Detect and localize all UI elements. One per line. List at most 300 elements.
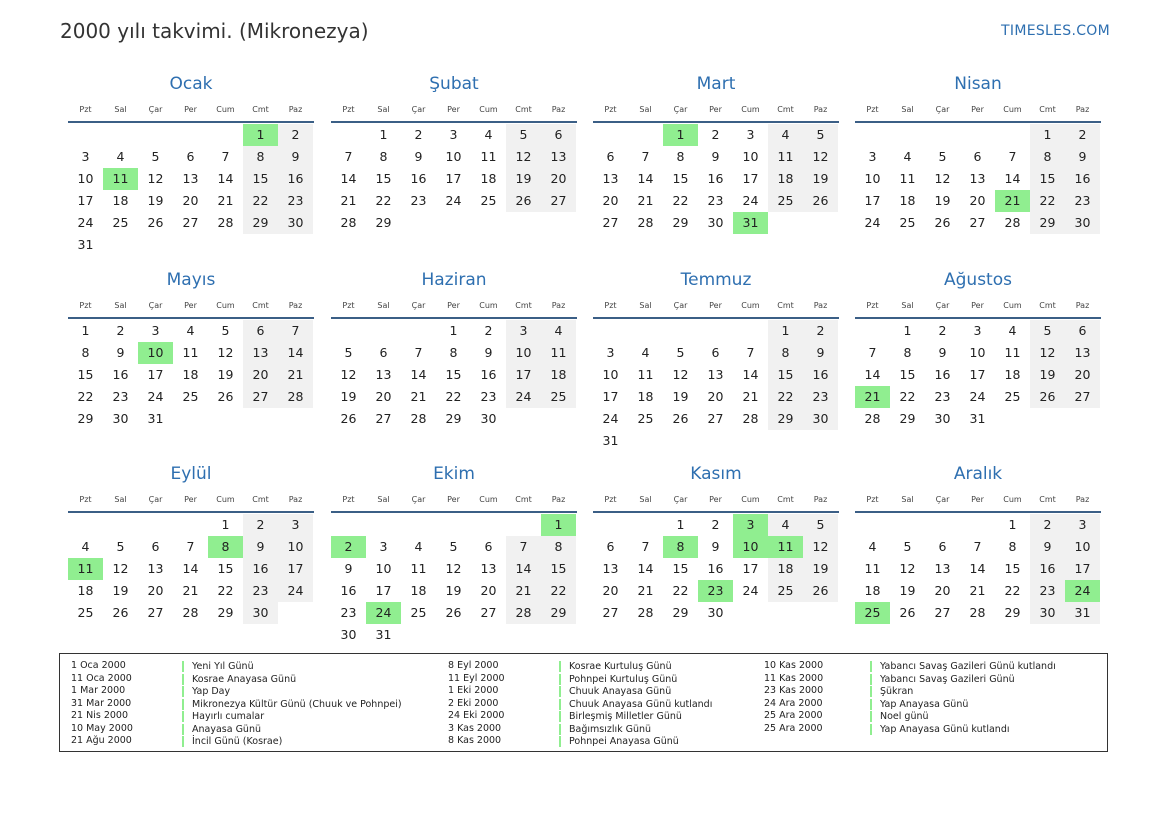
day-cell[interactable]: 14 <box>864 367 881 382</box>
day-cell[interactable]: 22 <box>672 583 689 598</box>
holiday-cell[interactable]: 25 <box>855 602 890 624</box>
day-cell[interactable]: 14 <box>506 558 541 580</box>
day-cell[interactable]: 7 <box>641 539 650 554</box>
day-cell[interactable]: 4 <box>484 127 493 142</box>
day-cell[interactable]: 15 <box>375 171 392 186</box>
day-cell[interactable]: 28 <box>637 215 654 230</box>
day-cell[interactable]: 30 <box>803 408 838 430</box>
holiday-cell[interactable]: 10 <box>733 536 768 558</box>
day-cell[interactable]: 29 <box>77 411 94 426</box>
day-cell[interactable]: 15 <box>1030 168 1065 190</box>
day-cell[interactable]: 15 <box>672 561 689 576</box>
day-cell[interactable]: 26 <box>803 580 838 602</box>
day-cell[interactable]: 29 <box>375 215 392 230</box>
day-cell[interactable]: 28 <box>340 215 357 230</box>
holiday-cell[interactable]: 31 <box>733 212 768 234</box>
day-cell[interactable]: 10 <box>602 367 619 382</box>
day-cell[interactable]: 2 <box>1065 124 1100 146</box>
day-cell[interactable]: 20 <box>541 168 576 190</box>
day-cell[interactable]: 6 <box>973 149 982 164</box>
day-cell[interactable]: 19 <box>934 193 951 208</box>
day-cell[interactable]: 29 <box>243 212 278 234</box>
day-cell[interactable]: 9 <box>711 539 720 554</box>
day-cell[interactable]: 18 <box>77 583 94 598</box>
day-cell[interactable]: 18 <box>1004 367 1021 382</box>
day-cell[interactable]: 4 <box>116 149 125 164</box>
day-cell[interactable]: 29 <box>217 605 234 620</box>
day-cell[interactable]: 18 <box>112 193 129 208</box>
day-cell[interactable]: 17 <box>375 583 392 598</box>
day-cell[interactable]: 19 <box>803 558 838 580</box>
day-cell[interactable]: 7 <box>973 539 982 554</box>
day-cell[interactable]: 9 <box>1030 536 1065 558</box>
day-cell[interactable]: 1 <box>449 323 458 338</box>
day-cell[interactable]: 21 <box>506 580 541 602</box>
day-cell[interactable]: 29 <box>1030 212 1065 234</box>
day-cell[interactable]: 11 <box>480 149 497 164</box>
day-cell[interactable]: 9 <box>711 149 720 164</box>
day-cell[interactable]: 6 <box>379 345 388 360</box>
day-cell[interactable]: 1 <box>676 517 685 532</box>
day-cell[interactable]: 21 <box>410 389 427 404</box>
day-cell[interactable]: 29 <box>445 411 462 426</box>
day-cell[interactable]: 8 <box>243 146 278 168</box>
day-cell[interactable]: 2 <box>711 127 720 142</box>
day-cell[interactable]: 22 <box>217 583 234 598</box>
day-cell[interactable]: 12 <box>1030 342 1065 364</box>
day-cell[interactable]: 13 <box>934 561 951 576</box>
day-cell[interactable]: 28 <box>410 411 427 426</box>
day-cell[interactable]: 3 <box>81 149 90 164</box>
day-cell[interactable]: 13 <box>375 367 392 382</box>
day-cell[interactable]: 15 <box>768 364 803 386</box>
day-cell[interactable]: 4 <box>541 320 576 342</box>
day-cell[interactable]: 30 <box>480 411 497 426</box>
day-cell[interactable]: 9 <box>116 345 125 360</box>
day-cell[interactable]: 9 <box>803 342 838 364</box>
day-cell[interactable]: 22 <box>375 193 392 208</box>
day-cell[interactable]: 19 <box>1030 364 1065 386</box>
day-cell[interactable]: 13 <box>243 342 278 364</box>
day-cell[interactable]: 3 <box>379 539 388 554</box>
day-cell[interactable]: 18 <box>182 367 199 382</box>
day-cell[interactable]: 25 <box>112 215 129 230</box>
day-cell[interactable]: 13 <box>480 561 497 576</box>
day-cell[interactable]: 3 <box>606 345 615 360</box>
day-cell[interactable]: 16 <box>803 364 838 386</box>
day-cell[interactable]: 6 <box>484 539 493 554</box>
day-cell[interactable]: 5 <box>938 149 947 164</box>
day-cell[interactable]: 8 <box>768 342 803 364</box>
day-cell[interactable]: 19 <box>672 389 689 404</box>
day-cell[interactable]: 5 <box>1030 320 1065 342</box>
day-cell[interactable]: 26 <box>899 605 916 620</box>
day-cell[interactable]: 10 <box>506 342 541 364</box>
day-cell[interactable]: 22 <box>1004 583 1021 598</box>
day-cell[interactable]: 19 <box>217 367 234 382</box>
day-cell[interactable]: 25 <box>899 215 916 230</box>
day-cell[interactable]: 17 <box>147 367 164 382</box>
day-cell[interactable]: 19 <box>112 583 129 598</box>
day-cell[interactable]: 29 <box>768 408 803 430</box>
day-cell[interactable]: 23 <box>112 389 129 404</box>
day-cell[interactable]: 31 <box>77 237 94 252</box>
day-cell[interactable]: 16 <box>1030 558 1065 580</box>
day-cell[interactable]: 15 <box>672 171 689 186</box>
day-cell[interactable]: 17 <box>445 171 462 186</box>
day-cell[interactable]: 4 <box>1008 323 1017 338</box>
day-cell[interactable]: 16 <box>707 561 724 576</box>
day-cell[interactable]: 1 <box>81 323 90 338</box>
holiday-cell[interactable]: 10 <box>138 342 173 364</box>
day-cell[interactable]: 15 <box>217 561 234 576</box>
day-cell[interactable]: 20 <box>707 389 724 404</box>
day-cell[interactable]: 26 <box>445 605 462 620</box>
day-cell[interactable]: 21 <box>182 583 199 598</box>
day-cell[interactable]: 23 <box>480 389 497 404</box>
day-cell[interactable]: 19 <box>506 168 541 190</box>
day-cell[interactable]: 3 <box>151 323 160 338</box>
day-cell[interactable]: 18 <box>480 171 497 186</box>
day-cell[interactable]: 15 <box>77 367 94 382</box>
day-cell[interactable]: 20 <box>1065 364 1100 386</box>
day-cell[interactable]: 21 <box>278 364 313 386</box>
day-cell[interactable]: 3 <box>746 127 755 142</box>
day-cell[interactable]: 20 <box>934 583 951 598</box>
day-cell[interactable]: 12 <box>803 146 838 168</box>
holiday-cell[interactable]: 11 <box>768 536 803 558</box>
day-cell[interactable]: 24 <box>742 583 759 598</box>
day-cell[interactable]: 18 <box>864 583 881 598</box>
day-cell[interactable]: 9 <box>938 345 947 360</box>
day-cell[interactable]: 31 <box>375 627 392 642</box>
day-cell[interactable]: 27 <box>969 215 986 230</box>
day-cell[interactable]: 14 <box>217 171 234 186</box>
day-cell[interactable]: 26 <box>506 190 541 212</box>
day-cell[interactable]: 23 <box>803 386 838 408</box>
day-cell[interactable]: 22 <box>1030 190 1065 212</box>
day-cell[interactable]: 22 <box>541 580 576 602</box>
day-cell[interactable]: 14 <box>340 171 357 186</box>
holiday-cell[interactable]: 11 <box>68 558 103 580</box>
day-cell[interactable]: 28 <box>1004 215 1021 230</box>
day-cell[interactable]: 28 <box>278 386 313 408</box>
day-cell[interactable]: 28 <box>217 215 234 230</box>
day-cell[interactable]: 12 <box>672 367 689 382</box>
day-cell[interactable]: 30 <box>707 605 724 620</box>
day-cell[interactable]: 25 <box>768 190 803 212</box>
day-cell[interactable]: 5 <box>116 539 125 554</box>
day-cell[interactable]: 24 <box>864 215 881 230</box>
day-cell[interactable]: 5 <box>803 514 838 536</box>
day-cell[interactable]: 26 <box>1030 386 1065 408</box>
day-cell[interactable]: 30 <box>243 602 278 624</box>
day-cell[interactable]: 12 <box>899 561 916 576</box>
day-cell[interactable]: 17 <box>742 561 759 576</box>
day-cell[interactable]: 24 <box>742 193 759 208</box>
day-cell[interactable]: 31 <box>969 411 986 426</box>
day-cell[interactable]: 16 <box>278 168 313 190</box>
day-cell[interactable]: 24 <box>506 386 541 408</box>
day-cell[interactable]: 17 <box>602 389 619 404</box>
holiday-cell[interactable]: 8 <box>208 536 243 558</box>
day-cell[interactable]: 25 <box>410 605 427 620</box>
day-cell[interactable]: 28 <box>182 605 199 620</box>
day-cell[interactable]: 20 <box>182 193 199 208</box>
day-cell[interactable]: 6 <box>938 539 947 554</box>
day-cell[interactable]: 14 <box>410 367 427 382</box>
day-cell[interactable]: 6 <box>186 149 195 164</box>
day-cell[interactable]: 28 <box>864 411 881 426</box>
day-cell[interactable]: 24 <box>969 389 986 404</box>
day-cell[interactable]: 8 <box>1008 539 1017 554</box>
day-cell[interactable]: 7 <box>344 149 353 164</box>
day-cell[interactable]: 3 <box>278 514 313 536</box>
day-cell[interactable]: 27 <box>602 605 619 620</box>
day-cell[interactable]: 21 <box>637 583 654 598</box>
day-cell[interactable]: 6 <box>1065 320 1100 342</box>
day-cell[interactable]: 25 <box>77 605 94 620</box>
day-cell[interactable]: 8 <box>449 345 458 360</box>
day-cell[interactable]: 11 <box>410 561 427 576</box>
day-cell[interactable]: 8 <box>903 345 912 360</box>
day-cell[interactable]: 29 <box>672 605 689 620</box>
day-cell[interactable]: 12 <box>445 561 462 576</box>
day-cell[interactable]: 30 <box>934 411 951 426</box>
day-cell[interactable]: 18 <box>768 558 803 580</box>
day-cell[interactable]: 14 <box>278 342 313 364</box>
day-cell[interactable]: 27 <box>602 215 619 230</box>
day-cell[interactable]: 12 <box>506 146 541 168</box>
day-cell[interactable]: 10 <box>77 171 94 186</box>
day-cell[interactable]: 5 <box>676 345 685 360</box>
day-cell[interactable]: 4 <box>768 514 803 536</box>
day-cell[interactable]: 14 <box>742 367 759 382</box>
day-cell[interactable]: 16 <box>1065 168 1100 190</box>
day-cell[interactable]: 14 <box>637 561 654 576</box>
holiday-cell[interactable]: 8 <box>663 536 698 558</box>
day-cell[interactable]: 7 <box>506 536 541 558</box>
day-cell[interactable]: 17 <box>278 558 313 580</box>
day-cell[interactable]: 10 <box>1065 536 1100 558</box>
day-cell[interactable]: 7 <box>221 149 230 164</box>
day-cell[interactable]: 23 <box>278 190 313 212</box>
day-cell[interactable]: 1 <box>1030 124 1065 146</box>
day-cell[interactable]: 21 <box>340 193 357 208</box>
day-cell[interactable]: 28 <box>969 605 986 620</box>
holiday-cell[interactable]: 1 <box>243 124 278 146</box>
day-cell[interactable]: 20 <box>147 583 164 598</box>
day-cell[interactable]: 31 <box>1065 602 1100 624</box>
day-cell[interactable]: 22 <box>243 190 278 212</box>
day-cell[interactable]: 10 <box>445 149 462 164</box>
brand-link[interactable]: TIMESLES.COM <box>1001 23 1110 39</box>
day-cell[interactable]: 12 <box>217 345 234 360</box>
day-cell[interactable]: 25 <box>541 386 576 408</box>
day-cell[interactable]: 1 <box>221 517 230 532</box>
day-cell[interactable]: 3 <box>868 149 877 164</box>
day-cell[interactable]: 5 <box>344 345 353 360</box>
day-cell[interactable]: 4 <box>768 124 803 146</box>
day-cell[interactable]: 14 <box>1004 171 1021 186</box>
day-cell[interactable]: 5 <box>221 323 230 338</box>
day-cell[interactable]: 20 <box>602 193 619 208</box>
day-cell[interactable]: 18 <box>637 389 654 404</box>
day-cell[interactable]: 13 <box>602 171 619 186</box>
day-cell[interactable]: 7 <box>746 345 755 360</box>
day-cell[interactable]: 24 <box>147 389 164 404</box>
day-cell[interactable]: 10 <box>969 345 986 360</box>
day-cell[interactable]: 16 <box>243 558 278 580</box>
day-cell[interactable]: 27 <box>375 411 392 426</box>
day-cell[interactable]: 4 <box>868 539 877 554</box>
day-cell[interactable]: 31 <box>602 433 619 448</box>
day-cell[interactable]: 9 <box>1065 146 1100 168</box>
day-cell[interactable]: 3 <box>973 323 982 338</box>
day-cell[interactable]: 23 <box>707 193 724 208</box>
day-cell[interactable]: 27 <box>182 215 199 230</box>
day-cell[interactable]: 5 <box>151 149 160 164</box>
day-cell[interactable]: 17 <box>1065 558 1100 580</box>
day-cell[interactable]: 23 <box>1030 580 1065 602</box>
day-cell[interactable]: 24 <box>278 580 313 602</box>
day-cell[interactable]: 14 <box>182 561 199 576</box>
day-cell[interactable]: 8 <box>541 536 576 558</box>
day-cell[interactable]: 9 <box>243 536 278 558</box>
day-cell[interactable]: 2 <box>711 517 720 532</box>
day-cell[interactable]: 23 <box>410 193 427 208</box>
day-cell[interactable]: 7 <box>186 539 195 554</box>
day-cell[interactable]: 20 <box>243 364 278 386</box>
day-cell[interactable]: 30 <box>1030 602 1065 624</box>
day-cell[interactable]: 17 <box>864 193 881 208</box>
day-cell[interactable]: 10 <box>864 171 881 186</box>
day-cell[interactable]: 20 <box>602 583 619 598</box>
holiday-cell[interactable]: 1 <box>541 514 576 536</box>
day-cell[interactable]: 1 <box>1008 517 1017 532</box>
day-cell[interactable]: 13 <box>969 171 986 186</box>
day-cell[interactable]: 25 <box>1004 389 1021 404</box>
day-cell[interactable]: 14 <box>969 561 986 576</box>
day-cell[interactable]: 16 <box>707 171 724 186</box>
day-cell[interactable]: 16 <box>480 367 497 382</box>
day-cell[interactable]: 6 <box>711 345 720 360</box>
day-cell[interactable]: 10 <box>742 149 759 164</box>
day-cell[interactable]: 15 <box>1004 561 1021 576</box>
day-cell[interactable]: 27 <box>934 605 951 620</box>
day-cell[interactable]: 1 <box>768 320 803 342</box>
day-cell[interactable]: 31 <box>147 411 164 426</box>
holiday-cell[interactable]: 3 <box>733 514 768 536</box>
day-cell[interactable]: 19 <box>899 583 916 598</box>
day-cell[interactable]: 12 <box>340 367 357 382</box>
day-cell[interactable]: 26 <box>112 605 129 620</box>
holiday-cell[interactable]: 21 <box>855 386 890 408</box>
day-cell[interactable]: 2 <box>803 320 838 342</box>
day-cell[interactable]: 30 <box>340 627 357 642</box>
day-cell[interactable]: 5 <box>506 124 541 146</box>
day-cell[interactable]: 5 <box>449 539 458 554</box>
day-cell[interactable]: 22 <box>899 389 916 404</box>
holiday-cell[interactable]: 24 <box>366 602 401 624</box>
day-cell[interactable]: 23 <box>1065 190 1100 212</box>
day-cell[interactable]: 30 <box>1065 212 1100 234</box>
day-cell[interactable]: 9 <box>278 146 313 168</box>
day-cell[interactable]: 13 <box>602 561 619 576</box>
day-cell[interactable]: 15 <box>899 367 916 382</box>
day-cell[interactable]: 25 <box>768 580 803 602</box>
day-cell[interactable]: 12 <box>112 561 129 576</box>
day-cell[interactable]: 9 <box>414 149 423 164</box>
day-cell[interactable]: 19 <box>445 583 462 598</box>
day-cell[interactable]: 30 <box>707 215 724 230</box>
day-cell[interactable]: 4 <box>641 345 650 360</box>
day-cell[interactable]: 22 <box>445 389 462 404</box>
day-cell[interactable]: 8 <box>1030 146 1065 168</box>
day-cell[interactable]: 15 <box>541 558 576 580</box>
holiday-cell[interactable]: 2 <box>331 536 366 558</box>
day-cell[interactable]: 18 <box>541 364 576 386</box>
holiday-cell[interactable]: 11 <box>103 168 138 190</box>
day-cell[interactable]: 7 <box>414 345 423 360</box>
day-cell[interactable]: 17 <box>506 364 541 386</box>
day-cell[interactable]: 12 <box>803 536 838 558</box>
day-cell[interactable]: 27 <box>707 411 724 426</box>
day-cell[interactable]: 22 <box>77 389 94 404</box>
day-cell[interactable]: 10 <box>375 561 392 576</box>
day-cell[interactable]: 11 <box>864 561 881 576</box>
day-cell[interactable]: 13 <box>707 367 724 382</box>
day-cell[interactable]: 27 <box>480 605 497 620</box>
day-cell[interactable]: 24 <box>445 193 462 208</box>
day-cell[interactable]: 13 <box>1065 342 1100 364</box>
day-cell[interactable]: 21 <box>217 193 234 208</box>
day-cell[interactable]: 28 <box>506 602 541 624</box>
day-cell[interactable]: 23 <box>243 580 278 602</box>
day-cell[interactable]: 13 <box>147 561 164 576</box>
day-cell[interactable]: 5 <box>803 124 838 146</box>
day-cell[interactable]: 11 <box>899 171 916 186</box>
day-cell[interactable]: 25 <box>182 389 199 404</box>
holiday-cell[interactable]: 21 <box>995 190 1030 212</box>
day-cell[interactable]: 13 <box>541 146 576 168</box>
day-cell[interactable]: 30 <box>278 212 313 234</box>
day-cell[interactable]: 2 <box>938 323 947 338</box>
day-cell[interactable]: 11 <box>541 342 576 364</box>
day-cell[interactable]: 19 <box>803 168 838 190</box>
day-cell[interactable]: 14 <box>637 171 654 186</box>
day-cell[interactable]: 11 <box>182 345 199 360</box>
day-cell[interactable]: 23 <box>340 605 357 620</box>
day-cell[interactable]: 10 <box>278 536 313 558</box>
day-cell[interactable]: 6 <box>606 149 615 164</box>
day-cell[interactable]: 8 <box>81 345 90 360</box>
day-cell[interactable]: 20 <box>480 583 497 598</box>
day-cell[interactable]: 11 <box>637 367 654 382</box>
day-cell[interactable]: 2 <box>116 323 125 338</box>
day-cell[interactable]: 2 <box>243 514 278 536</box>
day-cell[interactable]: 21 <box>637 193 654 208</box>
day-cell[interactable]: 18 <box>768 168 803 190</box>
day-cell[interactable]: 21 <box>742 389 759 404</box>
day-cell[interactable]: 25 <box>480 193 497 208</box>
day-cell[interactable]: 2 <box>484 323 493 338</box>
day-cell[interactable]: 9 <box>344 561 353 576</box>
day-cell[interactable]: 26 <box>803 190 838 212</box>
day-cell[interactable]: 11 <box>768 146 803 168</box>
day-cell[interactable]: 26 <box>217 389 234 404</box>
day-cell[interactable]: 22 <box>672 193 689 208</box>
